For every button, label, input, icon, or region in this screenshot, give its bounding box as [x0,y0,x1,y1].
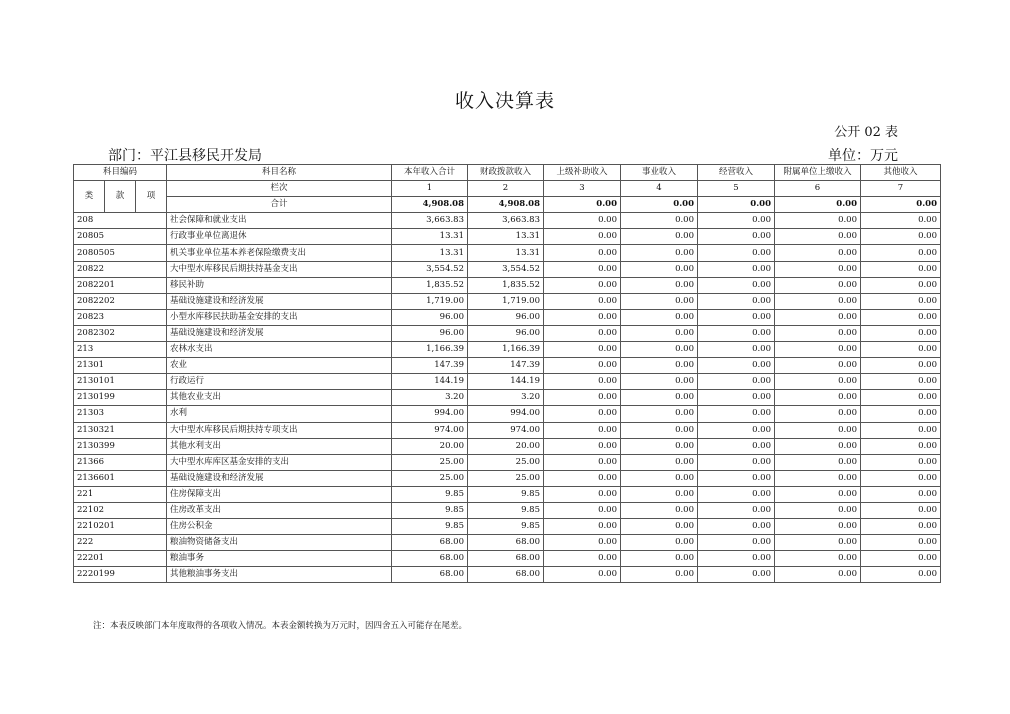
amount-cell: 3,663.83 [392,213,468,229]
subject-name: 其他水利支出 [167,438,392,454]
amount-cell: 0.00 [861,422,941,438]
amount-cell: 147.39 [392,358,468,374]
amount-cell: 0.00 [544,293,621,309]
subject-code: 21303 [74,406,167,422]
amount-cell: 3.20 [468,390,544,406]
amount-cell: 0.00 [698,325,775,341]
amount-cell: 0.00 [621,454,698,470]
amount-cell: 0.00 [775,486,861,502]
amount-cell: 0.00 [544,342,621,358]
subject-name: 行政事业单位离退休 [167,229,392,245]
subject-code: 221 [74,486,167,502]
amount-cell: 0.00 [775,567,861,583]
amount-cell: 13.31 [392,229,468,245]
amount-cell: 3.20 [392,390,468,406]
amount-cell: 96.00 [392,325,468,341]
amount-cell: 0.00 [775,213,861,229]
subject-name: 小型水库移民扶助基金安排的支出 [167,309,392,325]
amount-cell: 96.00 [468,309,544,325]
subject-code: 2130101 [74,374,167,390]
subject-name: 大中型水库库区基金安排的支出 [167,454,392,470]
amount-cell: 20.00 [392,438,468,454]
amount-cell: 0.00 [698,519,775,535]
column-number: 2 [468,181,544,197]
table-row [74,277,941,293]
amount-cell: 0.00 [544,358,621,374]
income-table [73,164,941,583]
subject-code: 2130199 [74,390,167,406]
subject-name: 大中型水库移民后期扶持专项支出 [167,422,392,438]
amount-cell: 0.00 [775,245,861,261]
subject-code: 21301 [74,358,167,374]
amount-cell: 0.00 [621,535,698,551]
subject-code: 20805 [74,229,167,245]
subject-name: 基础设施建设和经济发展 [167,470,392,486]
amount-cell: 0.00 [544,486,621,502]
amount-cell: 0.00 [775,261,861,277]
total-value: 0.00 [621,197,698,213]
amount-cell: 1,166.39 [468,342,544,358]
table-row [74,374,941,390]
table-row [74,551,941,567]
subject-name: 移民补助 [167,277,392,293]
total-value: 0.00 [544,197,621,213]
amount-cell: 0.00 [861,342,941,358]
amount-cell: 0.00 [698,438,775,454]
amount-cell: 0.00 [698,309,775,325]
footnote: 注：本表反映部门本年度取得的各项收入情况。本表金额转换为万元时，因四舍五入可能存在尾差。 [93,621,468,631]
amount-cell: 0.00 [698,422,775,438]
amount-cell: 0.00 [621,309,698,325]
amount-cell: 3,663.83 [468,213,544,229]
table-row [74,261,941,277]
subject-name: 农林水支出 [167,342,392,358]
amount-cell: 0.00 [698,358,775,374]
amount-cell: 0.00 [861,551,941,567]
amount-cell: 994.00 [392,406,468,422]
amount-cell: 9.85 [468,502,544,518]
page-title: 收入决算表 [454,90,555,112]
amount-cell: 0.00 [775,325,861,341]
total-value: 4,908.08 [468,197,544,213]
subject-code: 2082201 [74,277,167,293]
amount-cell: 0.00 [775,438,861,454]
subject-name: 大中型水库移民后期扶持基金支出 [167,261,392,277]
amount-cell: 0.00 [544,422,621,438]
amount-cell: 144.19 [392,374,468,390]
amount-cell: 9.85 [392,486,468,502]
subject-name: 其他农业支出 [167,390,392,406]
amount-cell: 3,554.52 [392,261,468,277]
amount-cell: 0.00 [544,213,621,229]
amount-cell: 0.00 [621,374,698,390]
amount-cell: 0.00 [621,261,698,277]
amount-cell: 0.00 [544,325,621,341]
amount-cell: 0.00 [861,454,941,470]
subject-code: 20823 [74,309,167,325]
amount-cell: 0.00 [861,293,941,309]
amount-cell: 13.31 [468,245,544,261]
header-subject-code: 科目编码 [74,165,167,181]
amount-cell: 0.00 [698,470,775,486]
amount-cell: 68.00 [468,535,544,551]
amount-cell: 0.00 [698,245,775,261]
amount-cell: 0.00 [775,454,861,470]
amount-cell: 974.00 [392,422,468,438]
subject-code: 2136601 [74,470,167,486]
amount-cell: 0.00 [698,406,775,422]
subject-code: 2080505 [74,245,167,261]
amount-cell: 0.00 [861,358,941,374]
amount-cell: 0.00 [621,519,698,535]
amount-cell: 0.00 [775,422,861,438]
header-item: 项 [136,181,167,213]
subject-name: 住房改革支出 [167,502,392,518]
amount-cell: 974.00 [468,422,544,438]
subject-code: 2220199 [74,567,167,583]
amount-cell: 20.00 [468,438,544,454]
subject-code: 20822 [74,261,167,277]
amount-cell: 25.00 [468,470,544,486]
header-col-1: 本年收入合计 [392,165,468,181]
total-label: 合计 [167,197,392,213]
subject-code: 2210201 [74,519,167,535]
amount-cell: 0.00 [621,245,698,261]
total-value: 0.00 [698,197,775,213]
amount-cell: 1,166.39 [392,342,468,358]
amount-cell: 25.00 [392,470,468,486]
subject-code: 2130399 [74,438,167,454]
table-row [74,519,941,535]
amount-cell: 68.00 [468,567,544,583]
amount-cell: 0.00 [775,277,861,293]
amount-cell: 9.85 [392,519,468,535]
amount-cell: 0.00 [861,229,941,245]
amount-cell: 1,719.00 [392,293,468,309]
subject-name: 住房保障支出 [167,486,392,502]
amount-cell: 0.00 [544,470,621,486]
amount-cell: 0.00 [621,277,698,293]
column-number: 7 [861,181,941,197]
subject-code: 2082302 [74,325,167,341]
subject-code: 2082202 [74,293,167,309]
column-number: 4 [621,181,698,197]
amount-cell: 0.00 [698,374,775,390]
header-col-5: 经营收入 [698,165,775,181]
amount-cell: 0.00 [861,213,941,229]
header-section: 款 [105,181,136,213]
amount-cell: 1,835.52 [468,277,544,293]
subject-code: 222 [74,535,167,551]
subject-code: 21366 [74,454,167,470]
subject-code: 208 [74,213,167,229]
unit-label: 单位：万元 [828,148,898,164]
subject-code: 22201 [74,551,167,567]
amount-cell: 0.00 [544,309,621,325]
amount-cell: 0.00 [775,229,861,245]
total-value: 0.00 [861,197,941,213]
amount-cell: 0.00 [775,309,861,325]
amount-cell: 0.00 [698,567,775,583]
subject-name: 基础设施建设和经济发展 [167,325,392,341]
column-number-row [74,181,941,197]
amount-cell: 0.00 [621,502,698,518]
amount-cell: 0.00 [775,535,861,551]
amount-cell: 0.00 [621,470,698,486]
amount-cell: 0.00 [861,245,941,261]
amount-cell: 994.00 [468,406,544,422]
header-col-4: 事业收入 [621,165,698,181]
amount-cell: 25.00 [392,454,468,470]
table-row [74,454,941,470]
amount-cell: 0.00 [621,567,698,583]
amount-cell: 68.00 [392,535,468,551]
amount-cell: 0.00 [861,519,941,535]
subject-name: 基础设施建设和经济发展 [167,293,392,309]
amount-cell: 0.00 [775,293,861,309]
amount-cell: 0.00 [775,519,861,535]
table-row [74,438,941,454]
amount-cell: 0.00 [544,245,621,261]
amount-cell: 0.00 [698,390,775,406]
table-row [74,486,941,502]
amount-cell: 9.85 [468,486,544,502]
table-row [74,325,941,341]
subject-name: 住房公积金 [167,519,392,535]
table-row [74,309,941,325]
amount-cell: 0.00 [698,261,775,277]
amount-cell: 0.00 [621,342,698,358]
amount-cell: 0.00 [544,519,621,535]
amount-cell: 0.00 [861,502,941,518]
header-col-3: 上级补助收入 [544,165,621,181]
amount-cell: 0.00 [698,551,775,567]
amount-cell: 0.00 [861,277,941,293]
table-row [74,422,941,438]
amount-cell: 0.00 [775,342,861,358]
amount-cell: 0.00 [621,551,698,567]
amount-cell: 0.00 [775,406,861,422]
amount-cell: 68.00 [468,551,544,567]
subject-code: 213 [74,342,167,358]
amount-cell: 0.00 [698,486,775,502]
amount-cell: 144.19 [468,374,544,390]
table-row [74,406,941,422]
amount-cell: 0.00 [698,342,775,358]
table-row [74,229,941,245]
amount-cell: 0.00 [861,261,941,277]
column-number: 1 [392,181,468,197]
amount-cell: 0.00 [544,390,621,406]
amount-cell: 3,554.52 [468,261,544,277]
table-row [74,502,941,518]
amount-cell: 0.00 [621,438,698,454]
amount-cell: 0.00 [775,551,861,567]
amount-cell: 0.00 [621,325,698,341]
subject-name: 水利 [167,406,392,422]
amount-cell: 0.00 [544,551,621,567]
header-col-6: 附属单位上缴收入 [775,165,861,181]
amount-cell: 68.00 [392,551,468,567]
amount-cell: 0.00 [775,374,861,390]
total-value: 0.00 [775,197,861,213]
amount-cell: 0.00 [861,535,941,551]
total-value: 4,908.08 [392,197,468,213]
table-row [74,390,941,406]
amount-cell: 13.31 [468,229,544,245]
total-row [74,197,941,213]
subject-name: 粮油物资储备支出 [167,535,392,551]
amount-cell: 0.00 [861,406,941,422]
subject-name: 其他粮油事务支出 [167,567,392,583]
subject-code: 2130321 [74,422,167,438]
amount-cell: 0.00 [544,261,621,277]
amount-cell: 0.00 [775,502,861,518]
amount-cell: 0.00 [698,535,775,551]
table-row [74,213,941,229]
amount-cell: 0.00 [861,567,941,583]
amount-cell: 0.00 [861,374,941,390]
subject-name: 粮油事务 [167,551,392,567]
amount-cell: 0.00 [544,567,621,583]
amount-cell: 0.00 [544,229,621,245]
amount-cell: 9.85 [468,519,544,535]
amount-cell: 0.00 [544,502,621,518]
department-label: 部门：平江县移民开发局 [108,148,262,164]
amount-cell: 0.00 [775,390,861,406]
subject-name: 农业 [167,358,392,374]
amount-cell: 1,835.52 [392,277,468,293]
column-number: 3 [544,181,621,197]
amount-cell: 0.00 [861,309,941,325]
amount-cell: 9.85 [392,502,468,518]
header-col-7: 其他收入 [861,165,941,181]
amount-cell: 96.00 [468,325,544,341]
table-row [74,535,941,551]
table-row [74,342,941,358]
header-category: 类 [74,181,105,213]
amount-cell: 0.00 [621,486,698,502]
amount-cell: 0.00 [698,454,775,470]
column-label: 栏次 [167,181,392,197]
amount-cell: 0.00 [544,277,621,293]
amount-cell: 0.00 [544,535,621,551]
amount-cell: 13.31 [392,245,468,261]
amount-cell: 0.00 [621,390,698,406]
amount-cell: 0.00 [861,325,941,341]
amount-cell: 0.00 [544,374,621,390]
amount-cell: 1,719.00 [468,293,544,309]
amount-cell: 0.00 [698,293,775,309]
amount-cell: 96.00 [392,309,468,325]
amount-cell: 0.00 [698,213,775,229]
amount-cell: 147.39 [468,358,544,374]
amount-cell: 0.00 [698,502,775,518]
column-number: 5 [698,181,775,197]
subject-name: 行政运行 [167,374,392,390]
amount-cell: 0.00 [621,293,698,309]
table-row [74,245,941,261]
header-subject-name: 科目名称 [167,165,392,181]
subject-code: 22102 [74,502,167,518]
column-number: 6 [775,181,861,197]
amount-cell: 0.00 [544,438,621,454]
amount-cell: 0.00 [621,358,698,374]
amount-cell: 0.00 [621,213,698,229]
amount-cell: 0.00 [775,358,861,374]
amount-cell: 0.00 [698,229,775,245]
amount-cell: 0.00 [861,486,941,502]
amount-cell: 0.00 [698,277,775,293]
subject-name: 社会保障和就业支出 [167,213,392,229]
subject-name: 机关事业单位基本养老保险缴费支出 [167,245,392,261]
amount-cell: 0.00 [861,390,941,406]
header-row [74,165,941,181]
amount-cell: 0.00 [544,454,621,470]
amount-cell: 0.00 [544,406,621,422]
amount-cell: 0.00 [621,229,698,245]
amount-cell: 0.00 [861,438,941,454]
table-row [74,293,941,309]
table-row [74,567,941,583]
form-code: 公开 02 表 [834,125,898,140]
table-row [74,358,941,374]
amount-cell: 0.00 [861,470,941,486]
amount-cell: 0.00 [621,422,698,438]
amount-cell: 0.00 [775,470,861,486]
amount-cell: 0.00 [621,406,698,422]
amount-cell: 68.00 [392,567,468,583]
amount-cell: 25.00 [468,454,544,470]
header-col-2: 财政拨款收入 [468,165,544,181]
table-row [74,470,941,486]
